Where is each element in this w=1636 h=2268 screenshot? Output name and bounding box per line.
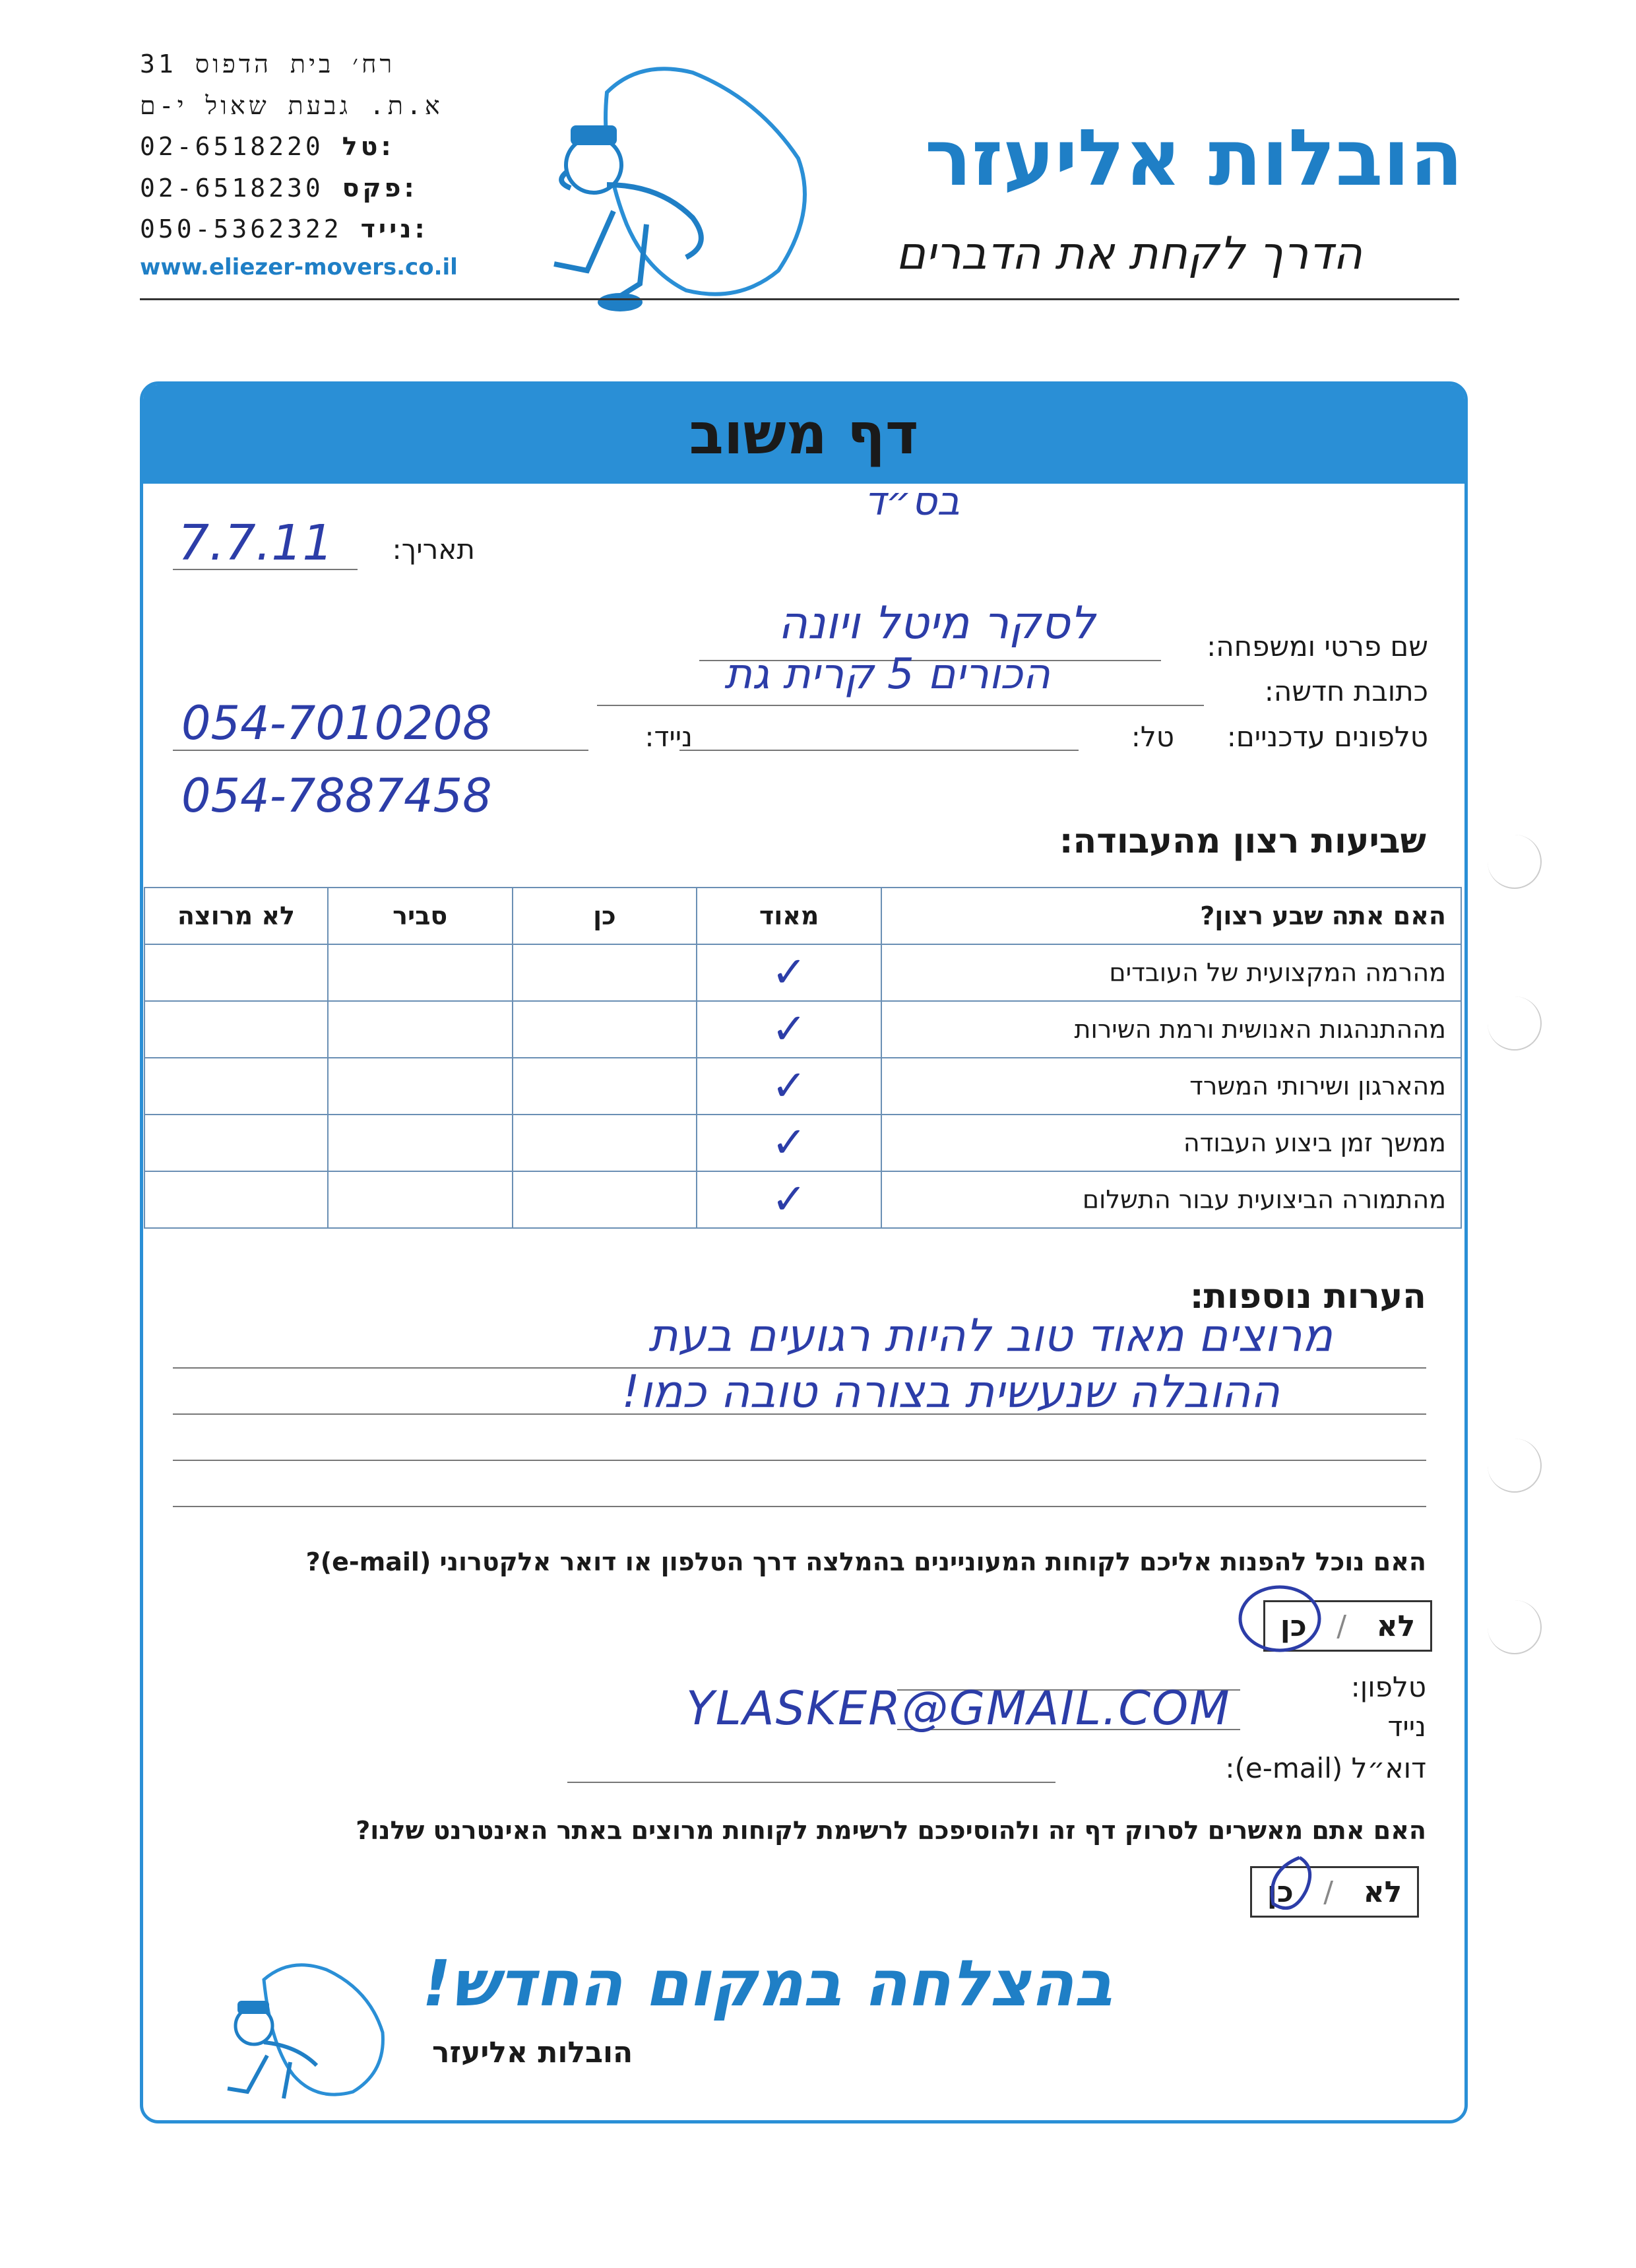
table-row (144, 1171, 1461, 1228)
phone-number: 02-6518220 (140, 132, 324, 161)
check-very[interactable]: ✓ (697, 944, 881, 1001)
referral-email-label: דוא״ל (e-mail): (1225, 1752, 1426, 1784)
sack-outline (606, 69, 805, 294)
check-cell-yes[interactable] (513, 944, 697, 1001)
phones-label: טלפונים עדכניים: (1226, 721, 1428, 753)
check-very[interactable]: ✓ (697, 1171, 881, 1228)
publish-yes[interactable]: כן (1267, 1875, 1294, 1909)
fax-label: פקס: (342, 174, 418, 203)
mobile-label: נייד: (360, 214, 428, 243)
form-title: דף משוב (689, 401, 919, 467)
mobile-number: 050-5362322 (140, 214, 342, 243)
check-cell-unsatisfied[interactable] (144, 1115, 328, 1171)
check-cell-unsatisfied[interactable] (144, 944, 328, 1001)
punch-hole-mark (1488, 835, 1542, 889)
table-header-row (144, 888, 1461, 944)
notes-text-line2[interactable]: ההובלה שנעשית בצורה טובה כמו! (621, 1366, 1280, 1418)
check-cell-reasonable[interactable] (328, 944, 513, 1001)
mobile-row (140, 214, 428, 243)
punch-hole-mark (1488, 1439, 1542, 1493)
mobile-field-label: נייד: (645, 721, 693, 753)
choice-slash: / (1337, 1609, 1347, 1643)
phone-underline (679, 750, 1079, 751)
notes-text-line1[interactable]: מרוצים מאוד טוב להיות רגועים בעת (648, 1310, 1333, 1362)
row-label: מהארגון ושירותי המשרד (881, 1058, 1461, 1115)
check-cell-reasonable[interactable] (328, 1115, 513, 1171)
referral-email-value[interactable]: YLASKER@GMAIL.COM (686, 1681, 1231, 1735)
satisfaction-table (144, 887, 1462, 1229)
check-cell-yes[interactable] (513, 1115, 697, 1171)
col-very: מאוד (697, 888, 881, 944)
check-cell-unsatisfied[interactable] (144, 1058, 328, 1115)
table-row (144, 1115, 1461, 1171)
referral-email-underline (567, 1782, 1055, 1783)
check-very[interactable]: ✓ (697, 1001, 881, 1058)
handwritten-top-note: בס״ד (864, 478, 960, 525)
row-label: ממשך זמן ביצוע העבודה (881, 1115, 1461, 1171)
satisfaction-section-title: שביעות רצון מהעבודה: (1059, 822, 1426, 861)
referral-yes[interactable]: כן (1280, 1609, 1307, 1643)
check-cell-yes[interactable] (513, 1171, 697, 1228)
table-row (144, 1001, 1461, 1058)
company-slogan: הדרך לקחת את הדברים (895, 228, 1362, 280)
row-label: מההתנהגות האנושית ורמת השירות (881, 1001, 1461, 1058)
phone-row (140, 132, 394, 161)
table-row (144, 1058, 1461, 1115)
row-label: מהרמה המקצועית של העובדים (881, 944, 1461, 1001)
col-unsatisfied: לא מרוצה (144, 888, 328, 944)
table-row (144, 944, 1461, 1001)
row-label: מהתמורה הביצועית עבור התשלום (881, 1171, 1461, 1228)
new-address-label: כתובת חדשה: (1264, 675, 1428, 707)
check-cell-yes[interactable] (513, 1001, 697, 1058)
check-cell-reasonable[interactable] (328, 1001, 513, 1058)
mover-mascot-logo (541, 53, 818, 317)
name-value[interactable]: לסקר מיטל ויונה (778, 597, 1096, 649)
phone-value-2[interactable]: 054-7887458 (181, 769, 492, 823)
website-link[interactable]: www.eliezer-movers.co.il (140, 254, 458, 280)
notes-line (173, 1506, 1426, 1507)
company-name: הובלות אליעזר (924, 112, 1463, 203)
phone-label: טל: (342, 132, 394, 161)
new-address-value[interactable]: הכורים 5 קרית גת (724, 650, 1051, 699)
mascot-cap (571, 125, 617, 145)
check-cell-yes[interactable] (513, 1058, 697, 1115)
fax-row (140, 174, 418, 203)
mascot-body (607, 185, 701, 257)
question-header: האם אתה שבע רצון? (881, 888, 1461, 944)
referral-mobile-label: נייד (1387, 1710, 1426, 1743)
date-label: תאריך: (392, 533, 475, 566)
address-line2: א.ת. גבעת שאול י-ם (140, 91, 443, 120)
referral-question: האם נוכל להפנות אליכם לקוחות המעוניינים בהמלצה דרך הטלפון או דואר אלקטרוני (e-mail)? (305, 1547, 1426, 1576)
phone-value-1[interactable]: 054-7010208 (181, 696, 492, 750)
fax-number: 02-6518230 (140, 174, 324, 203)
mascot-leg-left (554, 211, 614, 271)
date-value[interactable]: 7.7.11 (178, 515, 334, 571)
referral-phone-label: טלפון: (1350, 1671, 1426, 1703)
col-reasonable: סביר (328, 888, 513, 944)
col-yes: כן (513, 888, 697, 944)
address-line1: רח׳ בית הדפוס 31 (140, 49, 396, 79)
phone-field-label: טל: (1131, 721, 1174, 753)
choice-slash: / (1323, 1875, 1334, 1909)
mascot-shoe (598, 293, 643, 311)
footer-signature: הובלות אליעזר (432, 2036, 633, 2069)
footer-mascot-logo (218, 1953, 389, 2105)
punch-hole-mark (1488, 996, 1542, 1051)
referral-no[interactable]: לא (1376, 1609, 1416, 1643)
check-very[interactable]: ✓ (697, 1058, 881, 1115)
publish-yes-circle-mark (1253, 1844, 1333, 1924)
name-label: שם פרטי ומשפחה: (1207, 630, 1428, 663)
referral-yes-circle-mark (1227, 1574, 1333, 1660)
publish-no[interactable]: לא (1363, 1875, 1402, 1909)
address-underline (597, 705, 1204, 706)
footer-wish: בהצלחה במקום החדש! (422, 1947, 1113, 2021)
punch-hole-mark (1488, 1600, 1542, 1654)
check-cell-reasonable[interactable] (328, 1171, 513, 1228)
check-cell-reasonable[interactable] (328, 1058, 513, 1115)
check-very[interactable]: ✓ (697, 1115, 881, 1171)
publish-question: האם אתם מאשרים לסרוק דף זה ולהוסיפכם לרשימת לקוחות מרוצים באתר האינטרנט שלנו? (356, 1816, 1426, 1845)
check-cell-unsatisfied[interactable] (144, 1001, 328, 1058)
check-cell-unsatisfied[interactable] (144, 1171, 328, 1228)
header-divider (140, 298, 1459, 300)
notes-section-title: הערות נוספות: (1189, 1277, 1426, 1316)
notes-line (173, 1460, 1426, 1461)
